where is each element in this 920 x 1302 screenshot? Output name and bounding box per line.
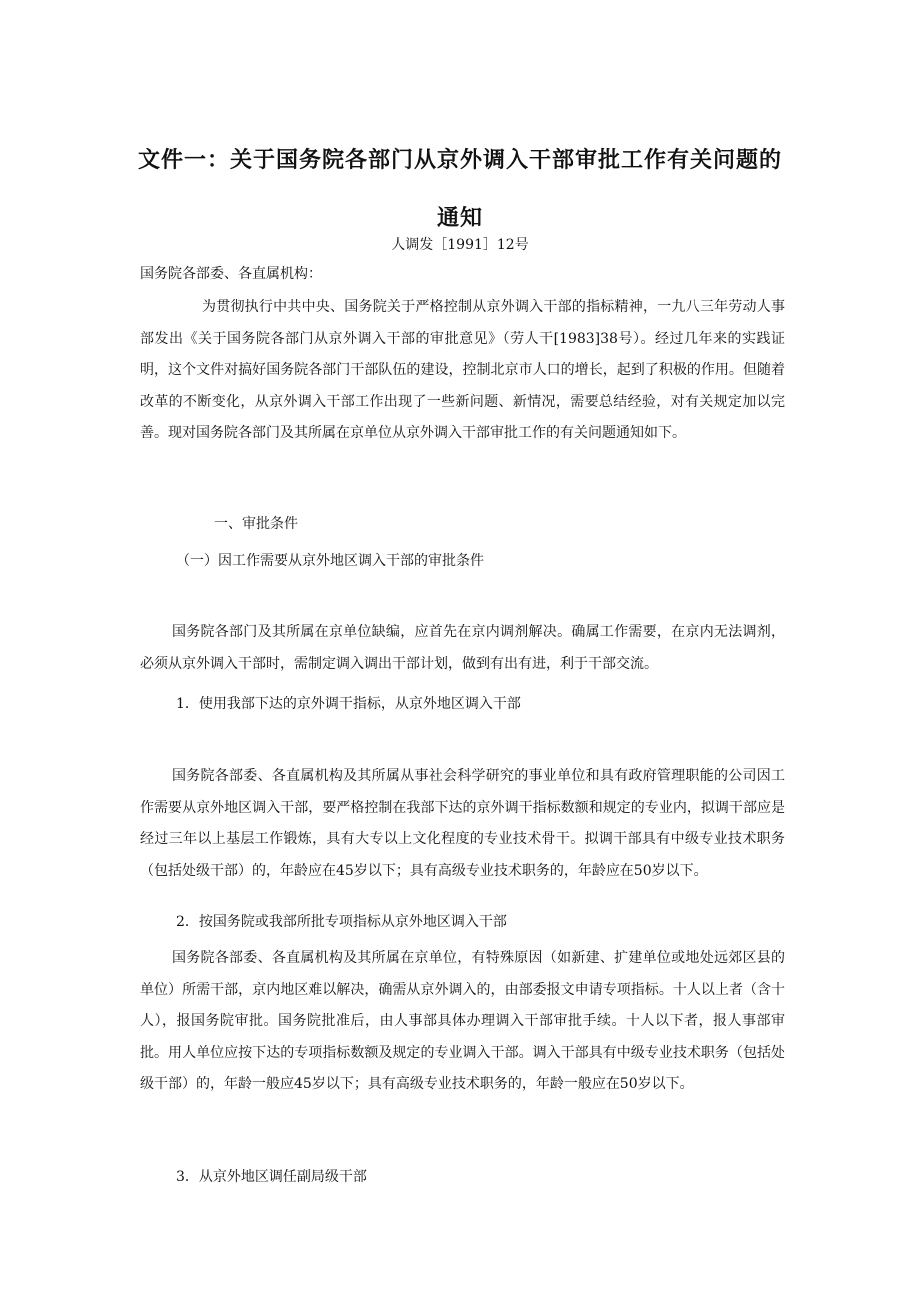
intro-paragraph: 为贯彻执行中共中央、国务院关于严格控制从京外调入干部的指标精神，一九八三年劳动人事部发出《关于国务院各部门从京外调入干部的审批意见》（劳人干[1983]38号）。经过几年来的实践证明，这个文件对搞好国务院各部门干部队伍的建设，控制北京市人口的增长，起到了积极的作用。但随着改革的不断变化，从京外调入干部工作出现了一些新问题、新情况，需要总结经验，对有关规定加以完善。现对国务院各部门及其所属在京单位从京外调入干部审批工作的有关问题通知如下。 [140,299,785,441]
item-1-paragraph: 国务院各部委、各直属机构及其所属从事社会科学研究的事业单位和具有政府管理职能的公司因工作需要从京外地区调入干部，要严格控制在我部下达的京外调干指标数额和规定的专业内，拟调干部应是经过三年以上基层工作锻炼，具有大专以上文化程度的专业技术骨干。拟调干部具有中级专业技术职务（包括处级干部）的，年龄应在45岁以下；具有高级专业技术职务的，年龄应在50岁以下。 [140,768,785,879]
document-title-line2: 通知 [436,206,483,231]
item-2-paragraph: 国务院各部委、各直属机构及其所属在京单位，有特殊原因（如新建、扩建单位或地处远郊区县的单位）所需干部，京内地区难以解决，确需从京外调入的，由部委报文申请专项指标。十人以上者（含十人），报国务院审批。国务院批准后，由人事部具体办理调入干部审批手续。十人以下者，报人事部审批。用人单位应按下达的专项指标数额及规定的专业调入干部。调入干部具有中级专业技术职务（包括处级干部）的，年龄一般应45岁以下；具有高级专业技术职务的，年龄一般应在50岁以下。 [140,950,785,1092]
item-3-heading: 3．从京外地区调任副局级干部 [176,1169,367,1185]
recipient-line: 国务院各部委、各直属机构： [140,266,322,282]
document-number: 人调发［1991］12号 [391,237,529,253]
item-1-heading: 1．使用我部下达的京外调干指标，从京外地区调入干部 [176,696,521,712]
subsection-1-paragraph: 国务院各部门及其所属在京单位缺编，应首先在京内调剂解决。确属工作需要，在京内无法调剂，必须从京外调入干部时，需制定调入调出干部计划，做到有出有进，利于干部交流。 [140,624,785,672]
section-heading-approval-conditions: 一、审批条件 [214,516,298,532]
item-2-heading: 2．按国务院或我部所批专项指标从京外地区调入干部 [176,914,507,930]
subsection-heading-1: （一）因工作需要从京外地区调入干部的审批条件 [176,553,484,569]
document-title-line1: 文件一：关于国务院各部门从京外调入干部审批工作有关问题的 [137,148,782,173]
